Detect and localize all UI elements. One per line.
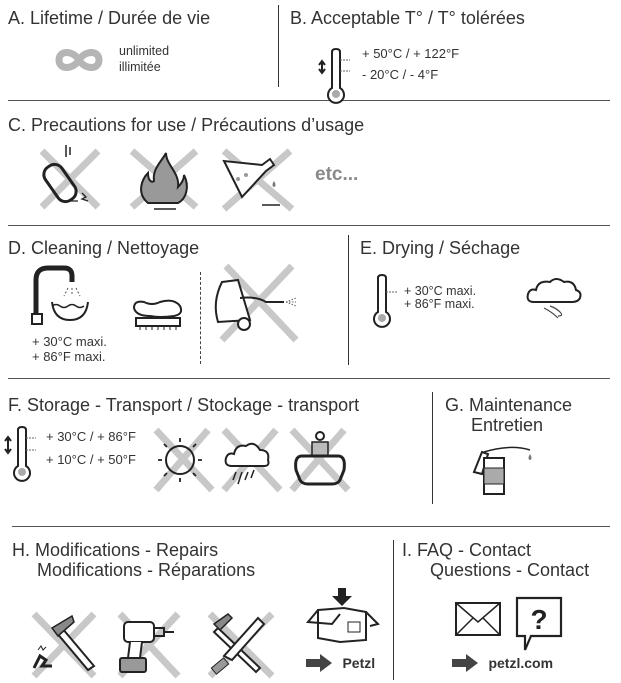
section-a-title: A. Lifetime / Durée de vie bbox=[8, 8, 211, 28]
temp-max: + 50°C / + 122°F bbox=[362, 46, 460, 61]
divider-fg bbox=[432, 392, 433, 504]
carabiner-drop-icon bbox=[38, 143, 104, 211]
drying-temp-f: + 86°F maxi. bbox=[404, 297, 475, 311]
tools-icon bbox=[204, 610, 278, 678]
infinity-icon bbox=[55, 48, 103, 72]
sponge-icon bbox=[130, 298, 186, 332]
cleaning-temp-f: + 86°F maxi. bbox=[32, 349, 106, 364]
faucet-basin-icon bbox=[30, 262, 100, 334]
hammer-icon bbox=[28, 610, 100, 678]
storage-temp-min: + 10°C / + 50°F bbox=[46, 452, 136, 467]
section-f-title: F. Storage - Transport / Stockage - transport bbox=[8, 395, 360, 415]
oil-can-icon bbox=[470, 446, 542, 498]
section-i-title-2: Questions - Contact bbox=[430, 560, 590, 580]
etc-label: etc... bbox=[315, 164, 359, 185]
divider-hi bbox=[393, 540, 394, 680]
divider-1 bbox=[8, 100, 610, 101]
rain-icon bbox=[220, 426, 282, 492]
envelope-icon bbox=[455, 602, 501, 636]
section-e-title: E. Drying / Séchage bbox=[360, 238, 521, 258]
storage-temp-max: + 30°C / + 86°F bbox=[46, 429, 136, 444]
divider-4 bbox=[12, 526, 610, 527]
fire-icon bbox=[128, 143, 200, 211]
arrow-right-icon bbox=[306, 654, 332, 672]
section-g-title-2: Entretien bbox=[471, 415, 544, 435]
wind-cloud-icon bbox=[524, 276, 584, 324]
petzl-link[interactable] bbox=[306, 654, 375, 672]
petzl-com-label: petzl.com bbox=[488, 655, 554, 671]
lifetime-en: unlimited bbox=[119, 44, 170, 58]
sun-icon bbox=[152, 426, 214, 492]
divider-2 bbox=[8, 225, 610, 226]
drying-thermometer-icon bbox=[372, 274, 402, 328]
section-d-title: D. Cleaning / Nettoyage bbox=[8, 238, 200, 258]
temp-min: - 20°C / - 4°F bbox=[362, 67, 439, 82]
divider-ab bbox=[278, 5, 279, 87]
arrow-right-icon bbox=[452, 654, 478, 672]
pressure-washer-icon bbox=[208, 262, 304, 342]
drying-temp-c: + 30°C maxi. bbox=[404, 284, 477, 298]
storage-thermometer-icon bbox=[4, 426, 40, 482]
cleaning-temp-c: + 30°C maxi. bbox=[32, 334, 107, 349]
box-icon bbox=[304, 588, 382, 644]
section-g-title-1: G. Maintenance bbox=[445, 395, 573, 415]
section-b-title: B. Acceptable T° / T° tolérées bbox=[290, 8, 525, 28]
divider-de bbox=[348, 235, 349, 365]
section-h-title-2: Modifications - Réparations bbox=[37, 560, 256, 580]
lifetime-fr: illimitée bbox=[119, 60, 161, 74]
divider-3 bbox=[8, 378, 610, 379]
dashed-separator bbox=[200, 272, 201, 364]
petzl-com-link[interactable] bbox=[452, 654, 553, 672]
section-i-title-1: I. FAQ - Contact bbox=[402, 540, 532, 560]
section-h-title-1: H. Modifications - Repairs bbox=[12, 540, 219, 560]
thermometer-icon bbox=[318, 48, 354, 104]
question-bubble-icon bbox=[515, 596, 565, 652]
svg-text:?: ? bbox=[530, 604, 548, 635]
harness-icon bbox=[288, 426, 352, 492]
petzl-link-label: Petzl bbox=[342, 655, 376, 671]
chemicals-icon bbox=[218, 143, 296, 211]
section-c-title: C. Precautions for use / Précautions d’usage bbox=[8, 115, 365, 135]
drill-icon bbox=[114, 610, 184, 678]
